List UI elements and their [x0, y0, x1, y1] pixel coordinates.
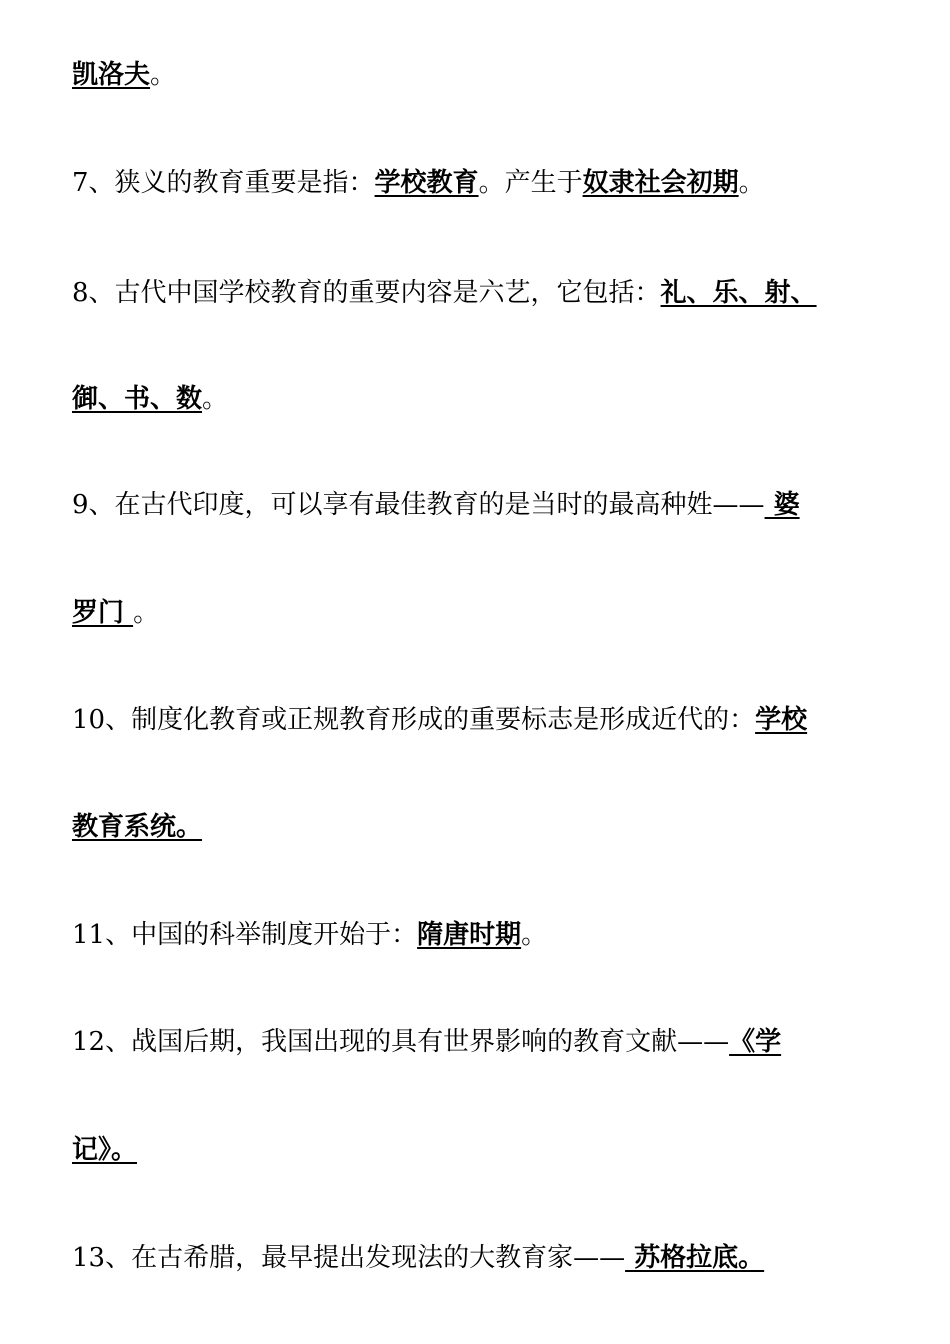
answer-text: 礼、乐、射、 [660, 278, 817, 308]
answer-text: 御、书、数 [72, 384, 203, 414]
line-suffix: 。 [202, 384, 229, 414]
text-line-8 [72, 810, 202, 844]
answer-text: 《学 [729, 1027, 782, 1057]
answer-text: 苏格拉底。 [625, 1243, 765, 1273]
line-prefix: 9、在古代印度，可以享有最佳教育的是当时的最高种姓—— [72, 490, 765, 520]
line-prefix: 8、古代中国学校教育的重要内容是六艺，它包括： [72, 278, 661, 308]
line-middle: 。产生于 [478, 168, 583, 198]
text-line-6 [72, 596, 159, 630]
text-line-7 [72, 703, 807, 737]
text-line-5 [72, 488, 800, 522]
text-line-4 [72, 382, 228, 416]
answer-text: 教育系统。 [72, 812, 203, 842]
text-line-3 [72, 276, 817, 310]
text-line-1 [72, 58, 176, 92]
line-suffix: 。 [521, 920, 548, 950]
answer-text-2: 奴隶社会初期 [582, 168, 739, 198]
line-prefix: 12、战国后期，我国出现的具有世界影响的教育文献—— [72, 1027, 730, 1057]
answer-text: 罗门 [72, 598, 134, 628]
answer-text: 婆 [764, 490, 800, 520]
line-prefix: 10、制度化教育或正规教育形成的重要标志是形成近代的： [72, 705, 756, 735]
line-prefix: 13、在古希腊，最早提出发现法的大教育家—— [72, 1243, 626, 1273]
text-line-2 [72, 166, 765, 200]
line-prefix: 11、中国的科举制度开始于： [72, 920, 418, 950]
answer-text: 记》。 [72, 1135, 138, 1165]
answer-text: 学校教育 [374, 168, 479, 198]
answer-text: 学校 [755, 705, 808, 735]
text-line-12 [72, 1241, 764, 1275]
line-suffix: 。 [133, 598, 160, 628]
line-prefix: 7、狭义的教育重要是指： [72, 168, 375, 198]
text-line-9 [72, 918, 547, 952]
line-suffix: 。 [738, 168, 765, 198]
answer-text: 凯洛夫 [72, 60, 151, 90]
line-suffix: 。 [150, 60, 177, 90]
text-line-10 [72, 1025, 781, 1059]
answer-text: 隋唐时期 [417, 920, 522, 950]
text-line-11 [72, 1133, 137, 1167]
